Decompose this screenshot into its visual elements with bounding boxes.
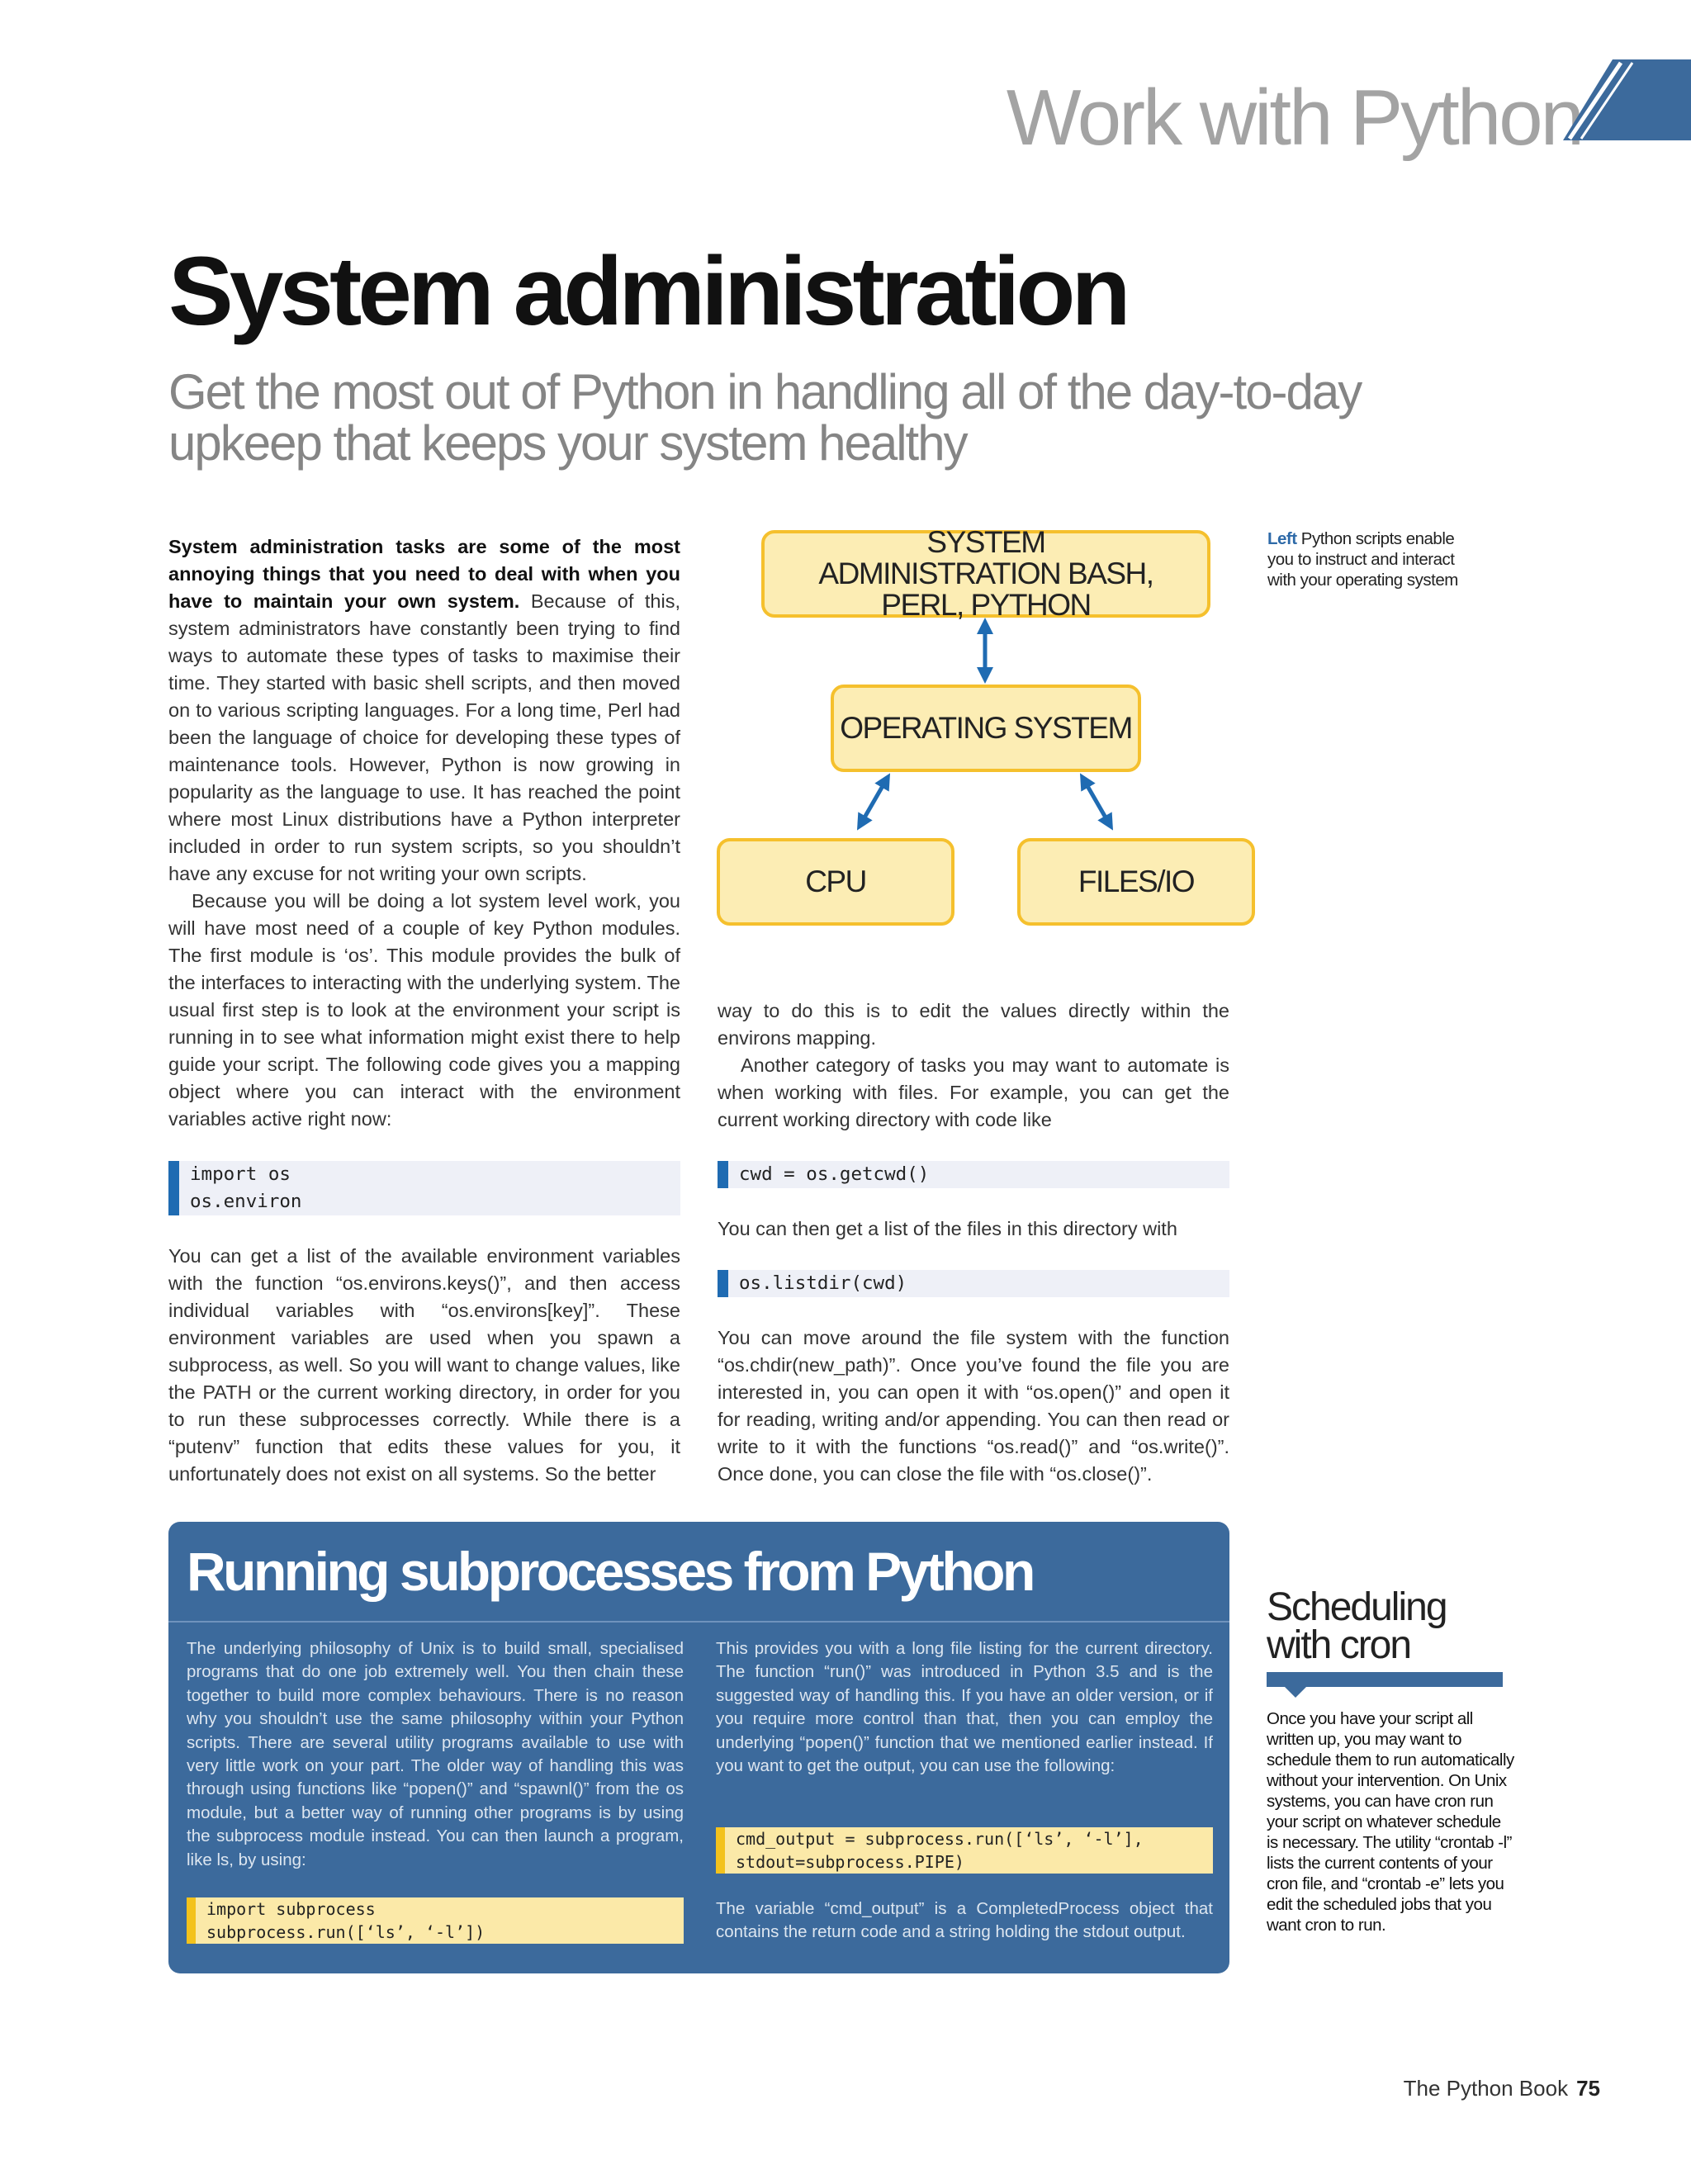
code-block-getcwd (718, 1161, 1229, 1188)
body-paragraph: Another category of tasks you may want to automate is when working with files. For example, you can get the current working directory with code like (718, 1054, 1229, 1130)
arrow-os-files (1084, 780, 1109, 823)
code-line: os.listdir(cwd) (718, 1270, 1229, 1297)
body-paragraph: way to do this is to edit the values directly within the environs mapping. (718, 1000, 1229, 1049)
code-line: import os (168, 1161, 680, 1188)
boxout-subprocesses (168, 1522, 1229, 1973)
page-title: System administration (168, 237, 1127, 346)
caption-text: Python scripts enable you to instruct and interact with your operating system (1267, 529, 1458, 590)
diagram-box-cpu: CPU (717, 838, 954, 926)
sidebar-accent-bar (1267, 1672, 1503, 1687)
body-column-left (168, 533, 680, 1133)
code-line: cmd_output = subprocess.run([‘ls’, ‘-l’], (716, 1827, 1213, 1850)
book-title: The Python Book (1403, 2076, 1569, 2101)
diagram-box-operating-system: OPERATING SYSTEM (831, 685, 1141, 772)
code-line: os.environ (168, 1188, 680, 1215)
boxout-column-right: This provides you with a long file listing for the current directory. The function “run()” was introduced in Python 3.5 and is the suggested way of handling this. If you have an older version, or if you require more control than that, then you can employ the underlying “popen()” function that we mentioned earlier instead. If you want to get the output, you can use the following: (716, 1639, 1213, 1776)
boxout-column-left: The underlying philosophy of Unix is to build small, specialised programs that do one job extremely well. You then chain these together to build more complex behaviours. There is no reason why you shouldn’t use the same philosophy within your Python scripts. There are several utility programs available to use with very little work on your part. The older way of handling this was through using functions like “popen()” and “spawnl()” from the os module, but a better way of running other programs is by using the subprocess module instead. You can then launch a program, like ls, by using: (187, 1639, 684, 1869)
section-title: Work with Python (1006, 73, 1582, 162)
sidebar-title-line: Scheduling (1267, 1585, 1447, 1629)
boxout-code-block-output (716, 1827, 1213, 1874)
body-column-right (718, 997, 1229, 1134)
caption-label: Left (1267, 529, 1297, 548)
page-footer (1404, 2076, 1600, 2101)
sidebar-title (1267, 1585, 1447, 1667)
sidebar-title-line: with cron (1267, 1623, 1411, 1667)
code-block-environ (168, 1161, 680, 1215)
body-column-left-lower (168, 1243, 680, 1488)
section-tab-graphic (1563, 59, 1691, 140)
sidebar-accent-notch (1285, 1687, 1306, 1698)
code-line: import subprocess (187, 1897, 684, 1921)
body-text-listdir-intro (718, 1215, 1229, 1243)
body-paragraph (168, 533, 680, 888)
body-paragraph: You can get a list of the available environment variables with the function “os.environs.keys()”, and then access individual variables with “os.environs[key]”. These environment variables are used when you spawn a subprocess, as well. So you will want to change values, like the PATH or the current working directory, in order for you to run these subprocesses correctly. While there is a “putenv” function that edits these values for you, it unfortunately does not exist on all systems. So the better (168, 1245, 680, 1485)
body-column-right-lower (718, 1324, 1229, 1488)
diagram-box-system-administration: SYSTEM ADMINISTRATION BASH, PERL, PYTHON (761, 530, 1210, 618)
diagram-box-files-io: FILES/IO (1017, 838, 1255, 926)
body-paragraph: You can move around the file system with the function “os.chdir(new_path)”. Once you’ve found the file you are interested in, you can open it with “os.open()” and open it for reading, writing and/or appending. You can then read or write to it with the functions “os.read()” and “os.write()”. Once done, you can close the file with “os.close()”. (718, 1327, 1229, 1485)
boxout-divider (168, 1621, 1229, 1623)
page-number: 75 (1576, 2076, 1600, 2101)
code-line: cwd = os.getcwd() (718, 1161, 1229, 1188)
body-paragraph: You can then get a list of the files in this directory with (718, 1218, 1177, 1239)
code-line: subprocess.run([‘ls’, ‘-l’]) (187, 1921, 684, 1944)
sidebar-text: Once you have your script all written up, you may want to schedule them to run automatically without your intervention. On Unix systems, you can have cron run your script on whatever schedule is necessary. The utility “crontab -l” lists the current contents of your cron file, and “crontab -e” lets you edit the scheduled jobs that you want cron to run. (1267, 1709, 1514, 1935)
figure-caption (1267, 528, 1474, 590)
boxout-code-block-run (187, 1897, 684, 1944)
code-line: stdout=subprocess.PIPE) (716, 1850, 1213, 1874)
arrow-os-cpu (861, 780, 886, 823)
body-paragraph: Because you will be doing a lot system level work, you will have most need of a couple of key Python modules. The first module is ‘os’. This module provides the bulk of the interfaces to interacting with the underlying system. The usual first step is to look at the environment your script is running in to see what information might exist there to help guide your script. The following code gives you a mapping object where you can interact with the environment variables active right now: (168, 890, 680, 1130)
body-text: Because of this, system administrators have constantly been trying to find ways to automate these types of tasks to maximise their time. They started with basic shell scripts, and then moved on to various scripting languages. For a long time, Perl had been the language of choice for developing these types of maintenance tools. However, Python is now growing in popularity as the language to use. It has reached the point where most Linux distributions have a Python interpreter included in order to run system scripts, so you shouldn’t have any excuse for not writing your own scripts. (168, 590, 680, 884)
boxout-title: Running subprocesses from Python (187, 1541, 1033, 1602)
code-block-listdir (718, 1270, 1229, 1297)
boxout-column-right-after: The variable “cmd_output” is a CompletedProcess object that contains the return code and a string holding the stdout output. (716, 1899, 1213, 1942)
standfirst: Get the most out of Python in handling all of the day-to-day upkeep that keeps your system healthy (168, 364, 1362, 471)
lead-text: System administration tasks are some of the most annoying things that you need to deal with when you have to maintain your own system. (168, 536, 680, 612)
